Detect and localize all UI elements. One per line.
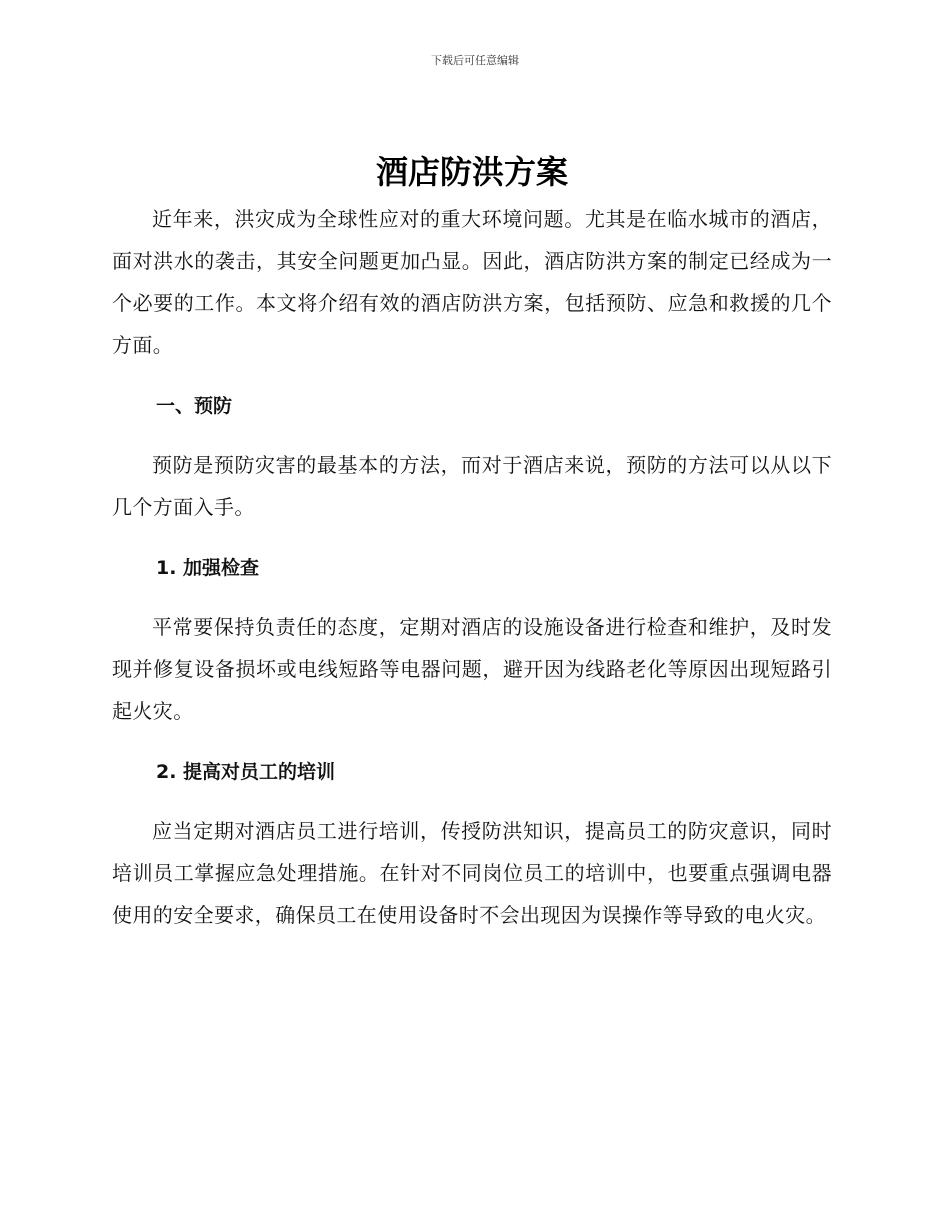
subsection-paragraph-inspection: 平常要保持负责任的态度，定期对酒店的设施设备进行检查和维护，及时发现并修复设备损坏或电线短路等电器问题，避开因为线路老化等原因出现短路引起火灾。 bbox=[112, 615, 832, 723]
subsection-paragraph-training: 应当定期对酒店员工进行培训，传授防洪知识，提高员工的防灾意识，同时培训员工掌握应急处理措施。在针对不同岗位员工的培训中，也要重点强调电器使用的安全要求，确保员工在使用设备时不会出现因为误操作等导致的电火灾。 bbox=[112, 819, 832, 927]
section-paragraph-prevention: 预防是预防灾害的最基本的方法，而对于酒店来说，预防的方法可以从以下几个方面入手。 bbox=[112, 453, 832, 519]
document-body bbox=[112, 150, 832, 936]
subsection-heading-training: 2. 提高对员工的培训 bbox=[156, 761, 336, 783]
document-title: 酒店防洪方案 bbox=[375, 153, 568, 191]
subsection-heading-inspection: 1. 加强检查 bbox=[156, 557, 260, 579]
section-heading-prevention: 一、预防 bbox=[156, 395, 233, 417]
intro-paragraph: 近年来，洪灾成为全球性应对的重大环境问题。尤其是在临水城市的酒店，面对洪水的袭击，其安全问题更加凸显。因此，酒店防洪方案的制定已经成为一个必要的工作。本文将介绍有效的酒店防洪方案，包括预防、应急和救援的几个方面。 bbox=[112, 207, 832, 357]
header-note: 下载后可任意编辑 bbox=[431, 54, 519, 67]
